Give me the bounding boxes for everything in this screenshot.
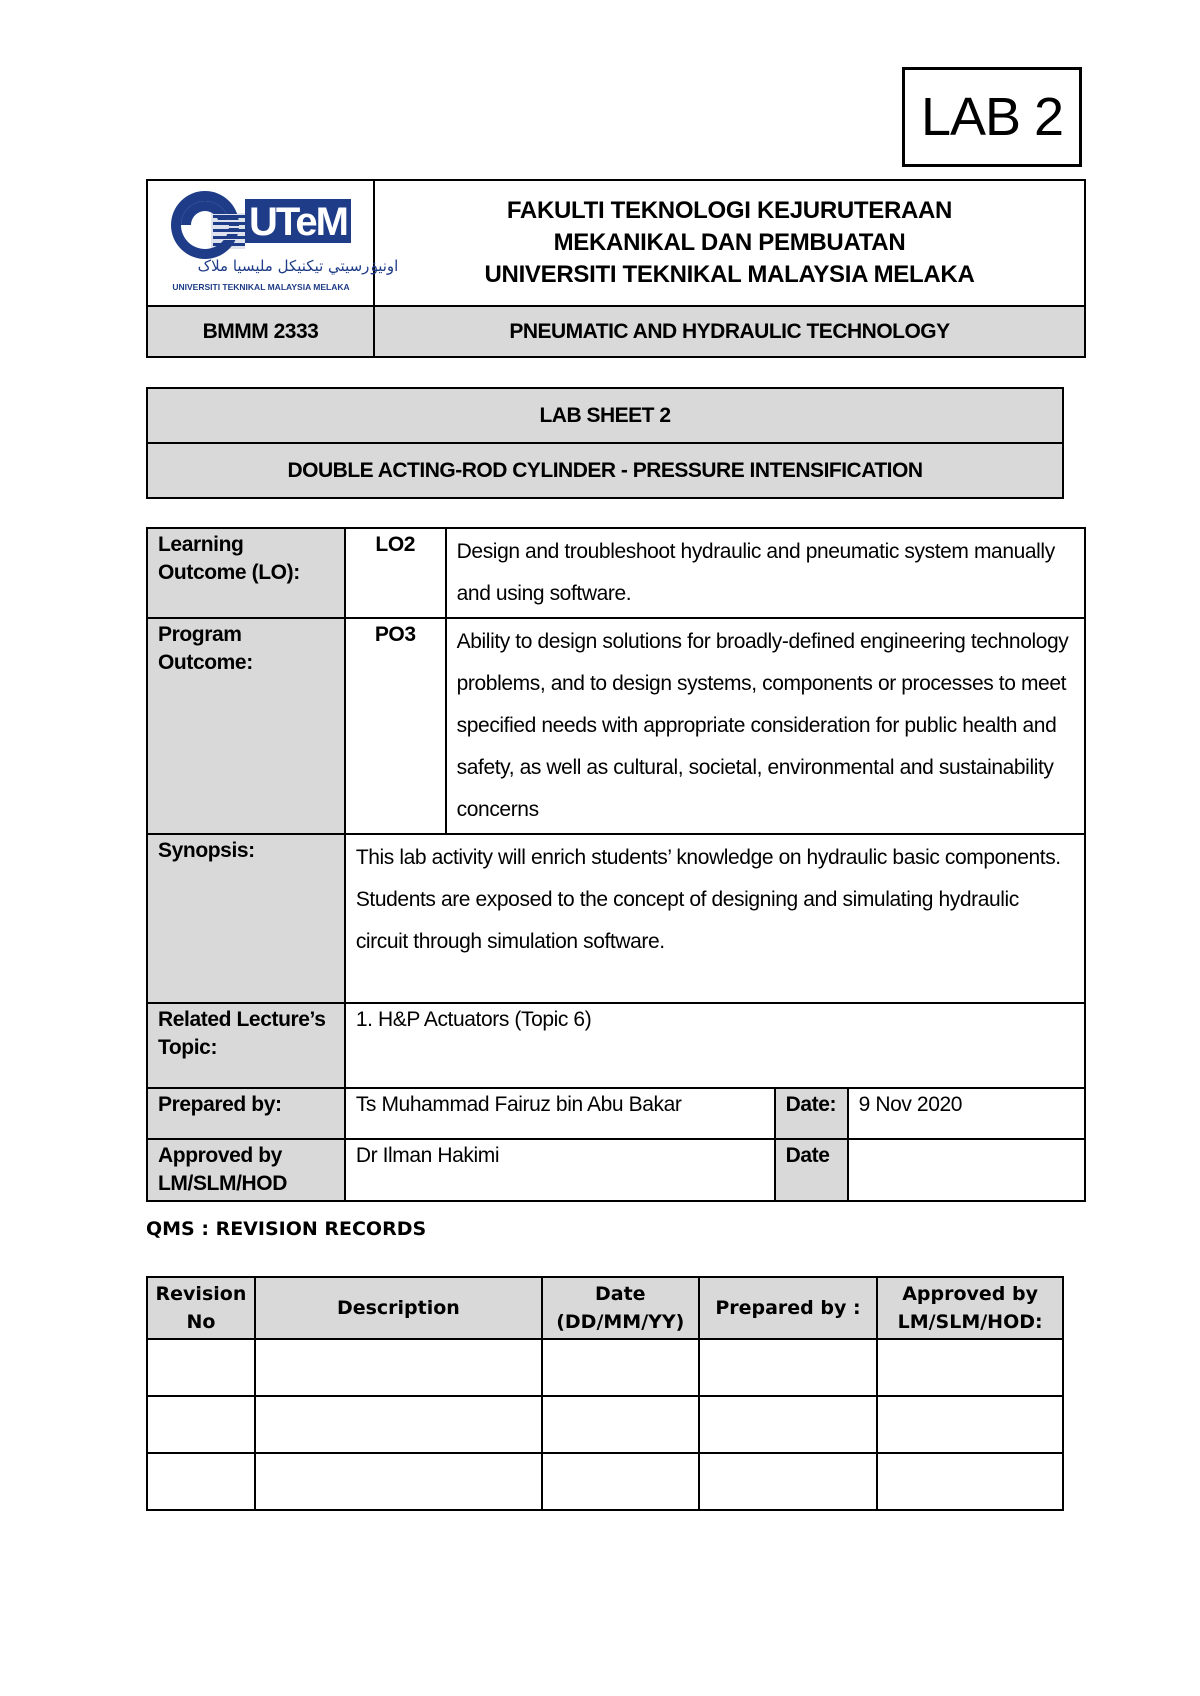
col-revision-no: Revision No <box>147 1277 255 1339</box>
faculty-line-1: FAKULTI TEKNOLOGI KEJURUTERAAN <box>506 197 953 224</box>
utem-logo <box>147 180 398 306</box>
lab-sheet-title: LAB SHEET 2 <box>147 388 1063 443</box>
course-name: PNEUMATIC AND HYDRAULIC TECHNOLOGY <box>374 306 1085 357</box>
approved-date-label: Date <box>775 1139 848 1201</box>
col-prepared-by: Prepared by : <box>699 1277 878 1339</box>
table-cell <box>255 1396 542 1453</box>
prepared-date-value: 9 Nov 2020 <box>848 1088 1085 1139</box>
prepared-by-value: Ts Muhammad Fairuz bin Abu Bakar <box>345 1088 775 1139</box>
table-cell <box>255 1339 542 1396</box>
table-row <box>147 1453 1063 1510</box>
table-cell <box>542 1453 699 1510</box>
table-cell <box>877 1396 1063 1453</box>
program-outcome-code: PO3 <box>345 618 446 834</box>
header-table <box>146 179 1086 358</box>
table-cell <box>147 1339 255 1396</box>
faculty-line-3: UNIVERSITI TEKNIKAL MALAYSIA MELAKA <box>484 261 975 288</box>
program-outcome-label: Program Outcome: <box>147 618 345 834</box>
table-cell <box>147 1396 255 1453</box>
col-date: Date (DD/MM/YY) <box>542 1277 699 1339</box>
approved-date-value <box>848 1139 1085 1201</box>
approved-by-label: Approved by LM/SLM/HOD <box>147 1139 345 1201</box>
col-description: Description <box>255 1277 542 1339</box>
utem-logo-icon <box>161 185 398 297</box>
svg-text:UTeM: UTeM <box>248 199 347 244</box>
qms-title: QMS : REVISION RECORDS <box>146 1218 427 1240</box>
table-cell <box>542 1396 699 1453</box>
synopsis-label: Synopsis: <box>147 834 345 1003</box>
lab-sheet-subtitle: DOUBLE ACTING-ROD CYLINDER - PRESSURE INTENSIFICATION <box>147 443 1063 498</box>
table-cell <box>699 1396 878 1453</box>
table-cell <box>877 1339 1063 1396</box>
program-outcome-text: Ability to design solutions for broadly-defined engineering technology problems, and to design systems, components or processes to meet specified needs with appropriate consideration for public health and safety, as well as cultural, societal, environmental and sustainability concerns <box>446 618 1085 834</box>
faculty-heading <box>374 180 1085 306</box>
svg-text:UNIVERSITI TEKNIKAL MALAYSIA M: UNIVERSITI TEKNIKAL MALAYSIA MELAKA <box>171 281 350 292</box>
prepared-by-label: Prepared by: <box>147 1088 345 1139</box>
related-topic-text: 1. H&P Actuators (Topic 6) <box>345 1003 1085 1088</box>
synopsis-text: This lab activity will enrich students’ knowledge on hydraulic basic components. Students are exposed to the concept of designing and simulating hydraulic circuit through simulation software. <box>345 834 1085 1003</box>
faculty-line-2: MEKANIKAL DAN PEMBUATAN <box>553 229 906 256</box>
info-table <box>146 527 1086 1202</box>
table-cell <box>877 1453 1063 1510</box>
learning-outcome-label: Learning Outcome (LO): <box>147 528 345 618</box>
table-cell <box>699 1339 878 1396</box>
related-topic-label: Related Lecture’s Topic: <box>147 1003 345 1088</box>
course-code: BMMM 2333 <box>147 306 374 357</box>
learning-outcome-code: LO2 <box>345 528 446 618</box>
table-cell <box>542 1339 699 1396</box>
table-row <box>147 1339 1063 1396</box>
col-approved-by: Approved by LM/SLM/HOD: <box>877 1277 1063 1339</box>
learning-outcome-text: Design and troubleshoot hydraulic and pneumatic system manually and using software. <box>446 528 1085 618</box>
svg-text:اونيۏرسيتي تيكنيکل مليسيا ملاک: اونيۏرسيتي تيكنيکل مليسيا ملاک <box>197 256 398 275</box>
table-cell <box>699 1453 878 1510</box>
table-row <box>147 1396 1063 1453</box>
lab-sheet-table <box>146 387 1064 499</box>
prepared-date-label: Date: <box>775 1088 848 1139</box>
table-cell <box>147 1453 255 1510</box>
lab-number-badge: LAB 2 <box>902 67 1082 167</box>
revision-records-table <box>146 1276 1064 1511</box>
table-cell <box>255 1453 542 1510</box>
approved-by-value: Dr Ilman Hakimi <box>345 1139 775 1201</box>
